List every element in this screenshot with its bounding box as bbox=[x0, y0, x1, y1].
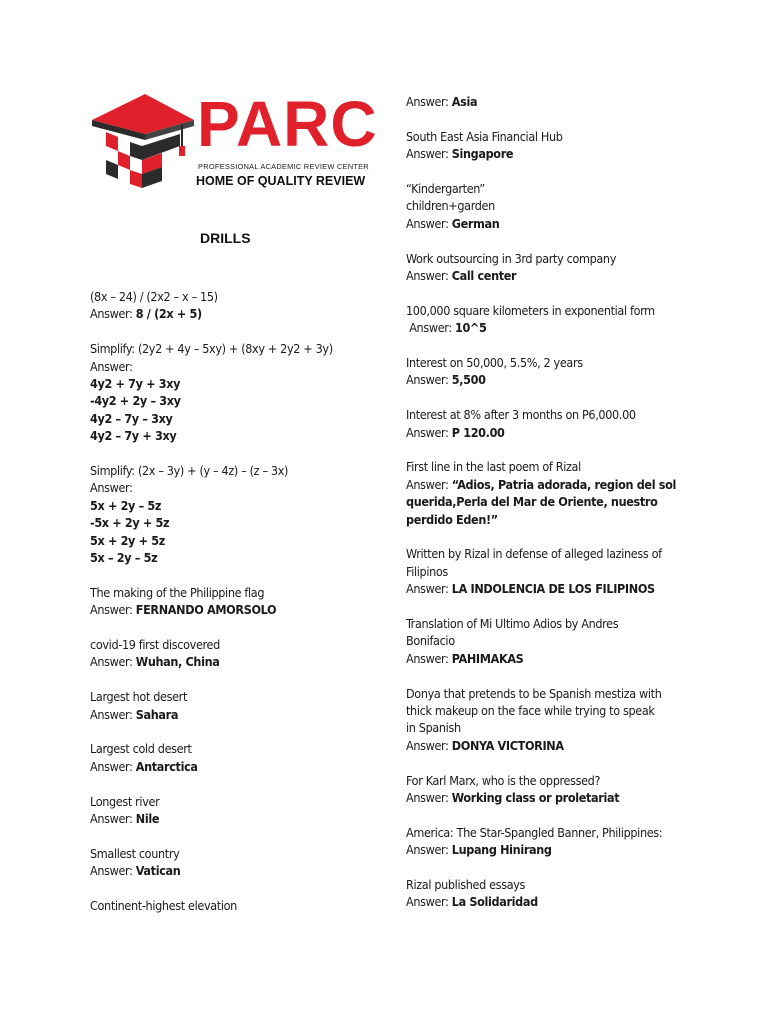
question-item bbox=[406, 824, 706, 859]
question-item bbox=[406, 685, 706, 755]
answer-choice: 4y2 – 7y + 3xy bbox=[90, 428, 177, 444]
answer-value: Asia bbox=[451, 94, 478, 109]
answer-label: Answer: bbox=[90, 758, 136, 774]
answer-value: Antarctica bbox=[135, 758, 198, 774]
answer-label: Answer: bbox=[406, 737, 452, 753]
question-text: Rizal published essays bbox=[406, 877, 526, 893]
question-text: Filipinos bbox=[406, 563, 448, 579]
answer-value: Singapore bbox=[451, 146, 514, 162]
question-item bbox=[90, 897, 350, 914]
question-text: For Karl Marx, who is the oppressed? bbox=[406, 772, 601, 788]
question-item bbox=[90, 636, 350, 671]
question-item bbox=[406, 180, 706, 232]
answer-value: La Solidaridad bbox=[451, 894, 538, 910]
question-text: in Spanish bbox=[406, 720, 461, 736]
answer-label: Answer: bbox=[90, 358, 133, 374]
answer-label: Answer: bbox=[90, 706, 136, 722]
answer-label: Answer: bbox=[90, 306, 136, 322]
logo-wordmark: PARC bbox=[197, 88, 378, 160]
question-item bbox=[406, 250, 706, 285]
answer-value: perdido Eden!” bbox=[406, 511, 498, 527]
answer-value: PAHIMAKAS bbox=[451, 650, 524, 666]
logo-subtitle: PROFESSIONAL ACADEMIC REVIEW CENTER bbox=[198, 162, 369, 171]
left-column bbox=[90, 288, 350, 932]
graduation-cap-logo-icon bbox=[90, 90, 200, 190]
question-text: covid-19 first discovered bbox=[90, 637, 220, 653]
question-item bbox=[90, 793, 350, 828]
question-text: Simplify: (2y2 + 4y – 5xy) + (8xy + 2y2 + 3y) bbox=[90, 341, 333, 357]
question-item bbox=[406, 406, 706, 441]
question-item bbox=[406, 772, 706, 807]
answer-label: Answer: bbox=[406, 372, 452, 388]
answer-label: Answer: bbox=[406, 790, 452, 806]
answer-choice: -5x + 2y + 5z bbox=[90, 515, 170, 531]
answer-label: Answer: bbox=[90, 863, 136, 879]
question-text: Longest river bbox=[90, 793, 160, 809]
question-item bbox=[90, 584, 350, 619]
answer-value: Working class or proletariat bbox=[451, 790, 620, 806]
question-item bbox=[406, 545, 706, 597]
question-item bbox=[406, 615, 706, 667]
answer-label: Answer: bbox=[90, 811, 136, 827]
question-item bbox=[406, 354, 706, 389]
answer-choice: 5x + 2y – 5z bbox=[90, 497, 162, 513]
question-text: Translation of Mi Ultimo Adios by Andres bbox=[406, 616, 619, 632]
question-text: Bonifacio bbox=[406, 633, 455, 649]
answer-value: Call center bbox=[451, 268, 517, 284]
question-item bbox=[406, 876, 706, 911]
question-item bbox=[406, 93, 706, 110]
question-text: “Kindergarten” bbox=[406, 181, 485, 196]
answer-choice: 5x + 2y + 5z bbox=[90, 532, 165, 548]
question-text: 100,000 square kilometers in exponential form bbox=[406, 302, 655, 318]
answer-choice: 5x – 2y – 5z bbox=[90, 550, 158, 566]
answer-label: Answer: bbox=[406, 94, 452, 109]
answer-value: FERNANDO AMORSOLO bbox=[135, 602, 277, 618]
question-text: Work outsourcing in 3rd party company bbox=[406, 250, 616, 266]
question-item bbox=[90, 845, 350, 880]
question-item bbox=[90, 288, 350, 323]
answer-choice: -4y2 + 2y – 3xy bbox=[90, 393, 181, 409]
question-text: First line in the last poem of Rizal bbox=[406, 459, 581, 475]
answer-label: Answer: bbox=[406, 268, 452, 284]
question-text: Continent-highest elevation bbox=[90, 898, 237, 914]
question-item bbox=[90, 340, 350, 444]
answer-choice: 4y2 – 7y – 3xy bbox=[90, 410, 173, 426]
question-text: Interest on 50,000, 5.5%, 2 years bbox=[406, 355, 583, 371]
question-text: children+garden bbox=[406, 198, 495, 214]
question-text: Written by Rizal in defense of alleged laziness of bbox=[406, 546, 662, 562]
answer-value: LA INDOLENCIA DE LOS FILIPINOS bbox=[451, 581, 655, 597]
question-text: (8x – 24) / (2x2 – x – 15) bbox=[90, 289, 218, 304]
question-item bbox=[90, 688, 350, 723]
question-text: South East Asia Financial Hub bbox=[406, 128, 563, 144]
answer-value: 5,500 bbox=[451, 372, 486, 388]
answer-label: Answer: bbox=[406, 894, 452, 910]
answer-label: Answer: bbox=[406, 842, 452, 858]
question-text: Largest cold desert bbox=[90, 741, 192, 757]
question-text: Simplify: (2x – 3y) + (y – 4z) – (z – 3x) bbox=[90, 463, 289, 479]
answer-label: Answer: bbox=[406, 650, 452, 666]
answer-value: querida,Perla del Mar de Oriente, nuestro bbox=[406, 494, 658, 510]
answer-value: Sahara bbox=[135, 706, 179, 722]
question-text: America: The Star-Spangled Banner, Philippines: bbox=[406, 824, 663, 840]
answer-value: “Adios, Patria adorada, region del sol bbox=[451, 476, 676, 492]
question-text: The making of the Philippine flag bbox=[90, 584, 265, 600]
answer-value: Lupang Hinirang bbox=[451, 842, 552, 858]
answer-label: Answer: bbox=[406, 146, 452, 162]
right-column bbox=[406, 93, 706, 928]
answer-label: Answer: bbox=[406, 320, 455, 336]
answer-label: Answer: bbox=[406, 215, 452, 231]
answer-value: German bbox=[451, 215, 500, 231]
answer-value: Wuhan, China bbox=[135, 654, 220, 670]
answer-label: Answer: bbox=[90, 480, 133, 496]
answer-label: Answer: bbox=[406, 476, 452, 492]
answer-label: Answer: bbox=[406, 424, 452, 440]
answer-choice: 4y2 + 7y + 3xy bbox=[90, 376, 181, 392]
answer-value: Vatican bbox=[135, 863, 181, 879]
answer-label: Answer: bbox=[406, 581, 452, 597]
question-item bbox=[406, 458, 706, 528]
logo-tagline: HOME OF QUALITY REVIEW bbox=[196, 174, 366, 188]
page-heading: DRILLS bbox=[200, 230, 251, 246]
answer-label: Answer: bbox=[90, 602, 136, 618]
question-item bbox=[90, 740, 350, 775]
question-text: Largest hot desert bbox=[90, 689, 188, 705]
answer-value: P 120.00 bbox=[451, 424, 505, 440]
question-text: Donya that pretends to be Spanish mestiza with bbox=[406, 685, 662, 701]
question-item bbox=[90, 462, 350, 566]
answer-value: DONYA VICTORINA bbox=[451, 737, 564, 753]
question-text: thick makeup on the face while trying to speak bbox=[406, 703, 655, 719]
question-item bbox=[406, 128, 706, 163]
parc-logo bbox=[90, 88, 378, 190]
answer-value: Nile bbox=[135, 811, 160, 827]
answer-value: 8 / (2x + 5) bbox=[135, 306, 202, 322]
question-text: Interest at 8% after 3 months on P6,000.00 bbox=[406, 407, 636, 423]
question-text: Smallest country bbox=[90, 845, 180, 861]
question-item bbox=[406, 302, 706, 337]
answer-value: 10^5 bbox=[454, 320, 487, 336]
answer-label: Answer: bbox=[90, 654, 136, 670]
